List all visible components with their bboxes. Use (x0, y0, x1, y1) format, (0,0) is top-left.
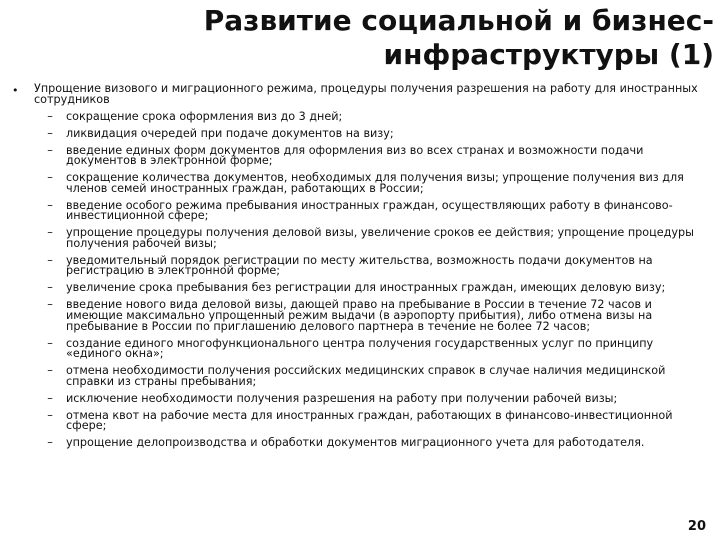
dash-marker: – (47, 109, 53, 123)
list-item-text: ликвидация очередей при подаче документов на визу; (66, 126, 394, 140)
dash-marker: – (47, 336, 53, 350)
list-item (34, 408, 702, 433)
list-item (34, 126, 702, 140)
dash-marker: – (47, 226, 53, 240)
list-item-text: создание единого многофункционального центра получения государственных услуг по принципу «единого окна»; (66, 336, 654, 361)
list-item-text: введение нового вида деловой визы, дающей право на пребывание в России в течение 72 часов и имеющие максимально упрощенный режим выдачи (в аэропорту прибытия), либо отмена визы на пребывание в России по приглашению делового партнера в течение не более 72 часов; (66, 298, 653, 333)
dash-marker: – (47, 298, 53, 312)
page-number: 20 (687, 519, 706, 534)
dash-marker: – (47, 391, 53, 405)
list-item-text: упрощение процедуры получения деловой визы, увеличение сроков ее действия; упрощение процедуры получения рабочей визы; (66, 226, 694, 250)
list-item (34, 366, 702, 387)
list-item (34, 300, 702, 332)
list-item-text: отмена квот на рабочие места для иностранных граждан, работающих в финансово-инвестиционной сфере; (66, 408, 673, 433)
slide-body (12, 84, 702, 449)
bullet-dot: • (12, 84, 19, 97)
list-item (34, 438, 702, 449)
list-item (34, 253, 702, 278)
list-item-text: увеличение срока пребывания без регистрации для иностранных граждан, имеющих деловую визу; (66, 281, 666, 295)
list-item (34, 143, 702, 168)
dash-marker: – (47, 126, 53, 140)
intro-text: Упрощение визового и миграционного режима, процедуры получения разрешения на работу для иностранных сотрудников (34, 82, 698, 106)
list-item-text: исключение необходимости получения разрешения на работу при получении рабочей визы; (66, 391, 618, 405)
list-item-text: отмена необходимости получения российских медицинских справок в случае наличия медицинской справки из страны пребывания; (66, 364, 666, 388)
dash-marker: – (47, 364, 53, 378)
slide-title-line-2: инфраструктуры (1) (383, 38, 714, 71)
list-item (34, 391, 702, 405)
list-item-text: введение единых форм документов для оформления виз во всех странах и возможности подачи документов в электронной форме; (66, 143, 644, 168)
slide-title (154, 4, 714, 72)
list-item (34, 283, 702, 294)
list-item (34, 173, 702, 194)
dash-marker: – (47, 253, 53, 267)
dash-marker: – (47, 281, 53, 295)
slide-title-line-1: Развитие социальной и бизнес- (203, 4, 714, 37)
list-item-text: упрощение делопроизводства и обработки документов миграционного учета для работодателя. (66, 436, 645, 450)
dash-marker: – (47, 436, 53, 450)
measures-list (12, 109, 702, 450)
list-item-text: сокращение срока оформления виз до 3 дней; (66, 109, 343, 123)
dash-marker: – (47, 198, 53, 212)
list-item-text: уведомительный порядок регистрации по месту жительства, возможность подачи документов на регистрацию в электронной форме; (66, 253, 653, 278)
list-item (34, 228, 702, 249)
dash-marker: – (47, 171, 53, 185)
list-item (34, 336, 702, 361)
dash-marker: – (47, 143, 53, 157)
list-item-text: введение особого режима пребывания иностранных граждан, осуществляющих работу в финансово-инвестиционной сфере; (66, 198, 673, 223)
list-item (34, 109, 702, 123)
list-item (34, 198, 702, 223)
dash-marker: – (47, 408, 53, 422)
list-item-text: сокращение количества документов, необходимых для получения визы; упрощение получения виз для членов семей иностранных граждан, работающих в России; (66, 171, 684, 195)
intro-bullet (12, 84, 702, 105)
